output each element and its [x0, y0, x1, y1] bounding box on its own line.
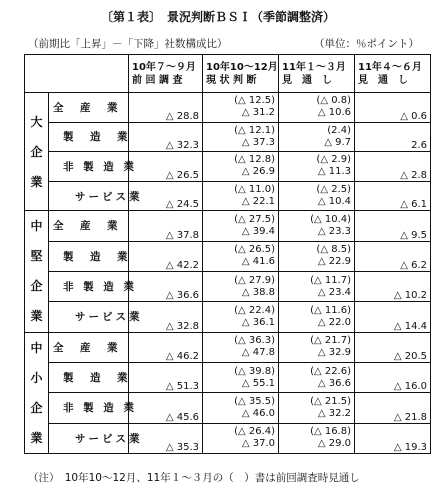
table-row — [25, 241, 431, 271]
current-value: △ 9.7 — [324, 136, 351, 148]
value-cell-with-forecast — [279, 122, 355, 152]
industry-label: サービス業 — [49, 423, 129, 453]
current-value: △ 10.6 — [317, 107, 351, 119]
previous-forecast: (△ 27.9) — [234, 274, 275, 286]
value-cell: △ 32.8 — [129, 302, 203, 332]
current-value: △ 32.9 — [317, 347, 351, 359]
value-cell-with-forecast — [203, 93, 279, 123]
table-row — [25, 122, 431, 152]
table-row — [25, 423, 431, 453]
current-value: △ 38.8 — [241, 286, 275, 298]
previous-forecast: (△ 21.7) — [310, 335, 351, 347]
company-size-label: 中 小 企 業 — [25, 332, 49, 453]
value-cell-with-forecast — [279, 211, 355, 241]
previous-forecast: (2.4) — [327, 124, 351, 136]
industry-label: 非 製 造 業 — [49, 393, 129, 423]
current-value: △ 31.2 — [241, 107, 275, 119]
industry-label: 製 造 業 — [49, 122, 129, 152]
value-cell: △ 28.8 — [129, 93, 203, 123]
previous-forecast: (△ 22.4) — [234, 304, 275, 316]
industry-label: 非 製 造 業 — [49, 152, 129, 182]
industry-label: サービス業 — [49, 302, 129, 332]
table-body — [25, 93, 431, 454]
value-cell-with-forecast — [279, 181, 355, 211]
value-cell: △ 14.4 — [355, 302, 431, 332]
previous-forecast: (△ 35.5) — [234, 395, 275, 407]
value-cell-with-forecast — [203, 423, 279, 453]
table-row — [25, 152, 431, 182]
value-cell-with-forecast — [203, 332, 279, 362]
table-row — [25, 362, 431, 392]
current-value: △ 36.1 — [241, 316, 275, 328]
industry-label: 製 造 業 — [49, 241, 129, 271]
table-row — [25, 211, 431, 241]
value-cell-with-forecast — [279, 93, 355, 123]
value-cell-with-forecast — [203, 122, 279, 152]
value-cell: △ 6.1 — [355, 181, 431, 211]
value-cell-with-forecast — [279, 393, 355, 423]
value-cell-with-forecast — [279, 241, 355, 271]
table-row — [25, 271, 431, 301]
table-row — [25, 332, 431, 362]
value-cell-with-forecast — [279, 271, 355, 301]
value-cell: △ 16.0 — [355, 362, 431, 392]
value-cell: △ 32.3 — [129, 122, 203, 152]
value-cell: △ 10.2 — [355, 271, 431, 301]
industry-label: 製 造 業 — [49, 362, 129, 392]
previous-forecast: (△ 12.8) — [234, 154, 275, 166]
previous-forecast: (△ 11.0) — [234, 184, 275, 196]
company-size-label: 中 堅 企 業 — [25, 211, 49, 332]
industry-label: 全 産 業 — [49, 93, 129, 123]
table-row — [25, 93, 431, 123]
previous-forecast: (△ 27.5) — [234, 213, 275, 225]
current-value: △ 55.1 — [241, 377, 275, 389]
previous-forecast: (△ 11.7) — [310, 274, 351, 286]
current-value: △ 26.9 — [241, 166, 275, 178]
value-cell-with-forecast — [279, 362, 355, 392]
current-value: △ 46.0 — [241, 407, 275, 419]
value-cell: △ 35.3 — [129, 423, 203, 453]
current-value: △ 32.2 — [317, 407, 351, 419]
current-value: △ 10.4 — [317, 196, 351, 208]
column-header: 10年10～12月 現 状 判 断 — [203, 55, 279, 93]
value-cell-with-forecast — [203, 302, 279, 332]
column-header: 10年７～９月 前 回 調 査 — [129, 55, 203, 93]
value-cell-with-forecast — [203, 241, 279, 271]
value-cell: 2.6 — [355, 122, 431, 152]
value-cell-with-forecast — [279, 302, 355, 332]
current-value: △ 22.9 — [317, 256, 351, 268]
value-cell: △ 26.5 — [129, 152, 203, 182]
previous-forecast: (△ 26.5) — [234, 244, 275, 256]
previous-forecast: (△ 22.6) — [310, 365, 351, 377]
current-value: △ 41.6 — [241, 256, 275, 268]
previous-forecast: (△ 11.6) — [310, 304, 351, 316]
previous-forecast: (△ 2.5) — [316, 184, 351, 196]
current-value: △ 23.4 — [317, 286, 351, 298]
header-row — [25, 55, 431, 93]
previous-forecast: (△ 39.8) — [234, 365, 275, 377]
previous-forecast: (△ 10.4) — [310, 213, 351, 225]
footnote: （注） 10年10～12月、11年１～３月の（ ）書は前回調査時見通し — [28, 472, 360, 484]
column-header: 11年４～６月 見 通 し — [355, 55, 431, 93]
current-value: △ 22.1 — [241, 196, 275, 208]
table-subtitle: （前期比「上昇」－「下降」社数構成比） — [28, 38, 228, 50]
value-cell-with-forecast — [203, 362, 279, 392]
company-size-label: 大 企 業 — [25, 93, 49, 211]
value-cell: △ 19.3 — [355, 423, 431, 453]
current-value: △ 37.3 — [241, 136, 275, 148]
bsi-table — [24, 54, 431, 454]
previous-forecast: (△ 8.5) — [316, 244, 351, 256]
previous-forecast: (△ 16.8) — [310, 426, 351, 438]
previous-forecast: (△ 12.5) — [234, 95, 275, 107]
value-cell-with-forecast — [279, 423, 355, 453]
value-cell: △ 42.2 — [129, 241, 203, 271]
current-value: △ 39.4 — [241, 225, 275, 237]
previous-forecast: (△ 26.4) — [234, 426, 275, 438]
value-cell-with-forecast — [203, 271, 279, 301]
value-cell: △ 24.5 — [129, 181, 203, 211]
previous-forecast: (△ 36.3) — [234, 335, 275, 347]
value-cell: △ 37.8 — [129, 211, 203, 241]
table-row — [25, 393, 431, 423]
current-value: △ 23.3 — [317, 225, 351, 237]
value-cell-with-forecast — [203, 211, 279, 241]
value-cell: △ 6.2 — [355, 241, 431, 271]
value-cell: △ 36.6 — [129, 271, 203, 301]
current-value: △ 11.3 — [317, 166, 351, 178]
value-cell: △ 9.5 — [355, 211, 431, 241]
industry-label: 全 産 業 — [49, 211, 129, 241]
unit-label: （単位：％ポイント） — [314, 38, 419, 50]
value-cell-with-forecast — [203, 181, 279, 211]
current-value: △ 36.6 — [317, 377, 351, 389]
value-cell: △ 45.6 — [129, 393, 203, 423]
current-value: △ 29.0 — [317, 438, 351, 450]
header-corner — [25, 55, 129, 93]
industry-label: サービス業 — [49, 181, 129, 211]
value-cell: △ 21.8 — [355, 393, 431, 423]
value-cell: △ 0.6 — [355, 93, 431, 123]
column-header: 11年１～３月 見 通 し — [279, 55, 355, 93]
previous-forecast: (△ 0.8) — [316, 95, 351, 107]
value-cell-with-forecast — [203, 393, 279, 423]
current-value: △ 37.0 — [241, 438, 275, 450]
value-cell-with-forecast — [279, 332, 355, 362]
industry-label: 全 産 業 — [49, 332, 129, 362]
industry-label: 非 製 造 業 — [49, 271, 129, 301]
value-cell: △ 46.2 — [129, 332, 203, 362]
value-cell: △ 51.3 — [129, 362, 203, 392]
previous-forecast: (△ 2.9) — [316, 154, 351, 166]
table-title: 〔第１表〕 景況判断ＢＳＩ（季節調整済） — [100, 10, 335, 24]
value-cell: △ 2.8 — [355, 152, 431, 182]
table-row — [25, 302, 431, 332]
table-row — [25, 181, 431, 211]
current-value: △ 47.8 — [241, 347, 275, 359]
previous-forecast: (△ 12.1) — [234, 124, 275, 136]
value-cell-with-forecast — [279, 152, 355, 182]
value-cell: △ 20.5 — [355, 332, 431, 362]
current-value: △ 22.0 — [317, 316, 351, 328]
value-cell-with-forecast — [203, 152, 279, 182]
previous-forecast: (△ 21.5) — [310, 395, 351, 407]
